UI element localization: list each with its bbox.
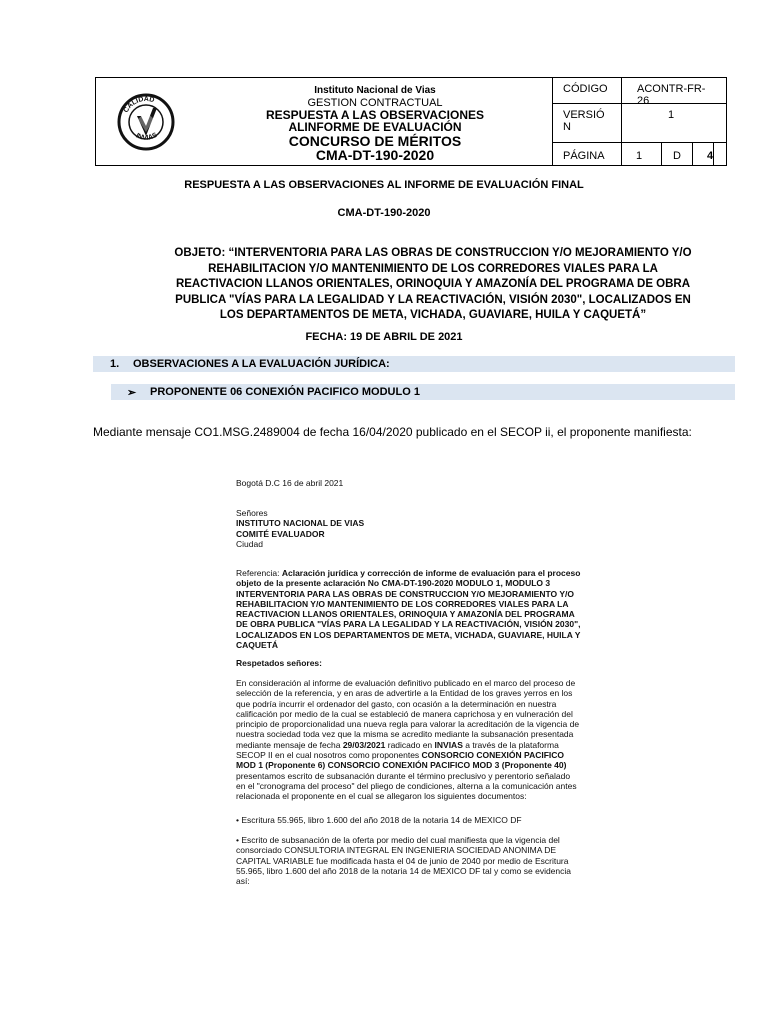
- letter-body-text: a través de la plataforma SECOP II en el cual nosotros como proponentes: [236, 739, 559, 761]
- letter-greeting: Respetados señores:: [236, 658, 322, 668]
- letter-recipient: INSTITUTO NACIONAL DE VIAS: [236, 518, 365, 529]
- svg-text:INVIAS: INVIAS: [134, 131, 159, 142]
- header-title-line1: RESPUESTA A LAS OBSERVACIONES: [265, 108, 485, 122]
- arrow-bullet-icon: ➢: [127, 387, 137, 399]
- section-title: OBSERVACIONES A LA EVALUACIÓN JURÍDICA:: [133, 358, 390, 370]
- pagina-label: PÁGINA: [563, 150, 605, 162]
- letter-addressee-block: [236, 508, 581, 549]
- header-divider: [621, 78, 622, 165]
- version-value: 1: [668, 109, 675, 121]
- proponent-title: PROPONENTE 06 CONEXIÓN PACIFICO MODULO 1: [150, 386, 420, 398]
- header-title-line2: ALINFORME DE EVALUACIÓN: [288, 120, 462, 134]
- de-label: D: [673, 150, 681, 162]
- department-name: GESTION CONTRACTUAL: [307, 97, 443, 109]
- letter-salutation: Señores: [236, 508, 268, 518]
- version-label: VERSIÓN: [563, 109, 605, 133]
- header-divider: [661, 143, 662, 165]
- header-divider: [552, 142, 726, 143]
- codigo-value: ACONTR-FR-26: [637, 83, 706, 107]
- letter-bullet-item: • Escritura 55.965, libro 1.600 del año 2018 de la notaria 14 de MEXICO DF: [236, 815, 522, 825]
- letter-reference-label: Referencia:: [236, 568, 280, 578]
- page-number: 1: [636, 150, 643, 162]
- section-header-bar: [93, 356, 735, 372]
- contest-title: CONCURSO DE MÉRITOS: [288, 133, 462, 149]
- document-date: FECHA: 19 DE ABRIL DE 2021: [305, 331, 463, 343]
- letter-body-entity: INVIAS: [434, 739, 463, 750]
- letter-recipient: COMITÉ EVALUADOR: [236, 528, 325, 539]
- document-heading: RESPUESTA A LAS OBSERVACIONES AL INFORME DE EVALUACIÓN FINAL: [184, 179, 584, 191]
- letter-date: Bogotá D.C 16 de abril 2021: [236, 478, 344, 488]
- header-divider: [692, 143, 693, 165]
- document-code: CMA-DT-190-2020: [337, 207, 431, 219]
- header-divider: [713, 143, 714, 165]
- letter-body-text: En consideración al informe de evaluación definitivo publicado en el marco del proceso de selección de la referencia, y en aras de advertirle a la Entidad de los graves yerros en los que podría incurrir el ordenador del gasto, con ocasión a la determinación en nuestra calificación por medio de la cual se estableció de manera caprichosa y en vulneración del principio de proporcionalidad una nueva regla para valorar la acreditación de la vigencia de nuestra sociedad toda vez que la misma se acredito mediante la subsanación presentada mediante mensaje de fecha: [236, 678, 580, 750]
- letter-body-date: 29/03/2021: [342, 739, 386, 750]
- proponent-header-bar: [111, 384, 735, 400]
- header-divider: [552, 78, 553, 165]
- letter-city: Ciudad: [236, 538, 263, 549]
- letter-reference: [236, 568, 581, 650]
- svg-text:CALIDAD: CALIDAD: [122, 95, 156, 115]
- header-title-block: [199, 85, 551, 162]
- institute-name: Instituto Nacional de Vias: [314, 85, 436, 96]
- object-description: OBJETO: “INTERVENTORIA PARA LAS OBRAS DE CONSTRUCCION Y/O MEJORAMIENTO Y/O REHABILITACION Y/O MANTENIMIENTO DE LOS CORREDORES VIALES PARA LA REACTIVACION LLANOS ORIENTALES, ORINOQUIA Y AMAZONÍA DEL PROGRAMA DE OBRA PUBLICA "VÍAS PARA LA LEGALIDAD Y LA REACTIVACIÓN, VISIÓN 2030", LOCALIZADOS EN LOS DEPARTAMENTOS DE META, VICHADA, GUAVIARE, HUILA Y CAQUETÁ”: [174, 247, 692, 321]
- letter-reference-body: Aclaración jurídica y corrección de informe de evaluación para el proceso objeto de la presente aclaración No CMA-DT-190-2020 MODULO 1, MODULO 3 INTERVENTORIA PARA LAS OBRAS DE CONSTRUCCION Y/O MEJORAMIENTO Y/O REHABILITACION Y/O MANTENIMIENTO DE LOS CORREDORES VIALES PARA LA REACTIVACION LLANOS ORIENTALES, ORINOQUIA Y AMAZONÍA DEL PROGRAMA DE OBRA PUBLICA "VÍAS PARA LA LEGALIDAD Y LA REACTIVACIÓN, VISIÓN 2030", LOCALIZADOS EN LOS DEPARTAMENTOS DE META, VICHADA, GUAVIARE, HUILA Y CAQUETÁ: [236, 568, 581, 651]
- letter-body-text: presentamos escrito de subsanación durante el término preclusivo y perentorio señalado en el "cronograma del proceso" del pliego de condiciones, alterna a la comunicación antes relacionada el proponente en el cual se allegaron los siguientes documentos:: [236, 770, 577, 802]
- intro-paragraph: Mediante mensaje CO1.MSG.2489004 de fecha 16/04/2020 publicado en el SECOP ii, el proponente manifiesta:: [93, 425, 692, 439]
- section-number: 1.: [110, 358, 120, 370]
- letter-body-consortium: CONSORCIO CONEXIÓN PACIFICO MOD 1 (Proponente 6): [236, 750, 565, 771]
- letter-body-paragraph: [236, 678, 581, 802]
- invias-quality-seal-logo: [116, 92, 176, 152]
- codigo-label: CÓDIGO: [563, 83, 608, 95]
- letter-body-consortium: CONSORCIO CONEXIÓN PACIFICO MOD 3 (Proponente 40): [327, 760, 567, 771]
- contest-code: CMA-DT-190-2020: [315, 147, 435, 163]
- document-header-table: [95, 77, 727, 166]
- total-pages: 4: [707, 150, 714, 162]
- letter-bullet-item: • Escrito de subsanación de la oferta por medio del cual manifiesta que la vigencia del consorciado CONSULTORIA INTEGRAL EN INGENIERIA SOCIEDAD ANONIMA DE CAPITAL VARIABLE fue modificada hasta el 04 de junio de 2040 por medio de Escritura 55.965, libro 1.600 del año 2018 de la notaria 14 de MEXICO DF tal y como se evidencia así:: [236, 835, 572, 887]
- letter-body-text: radicado en: [387, 739, 433, 750]
